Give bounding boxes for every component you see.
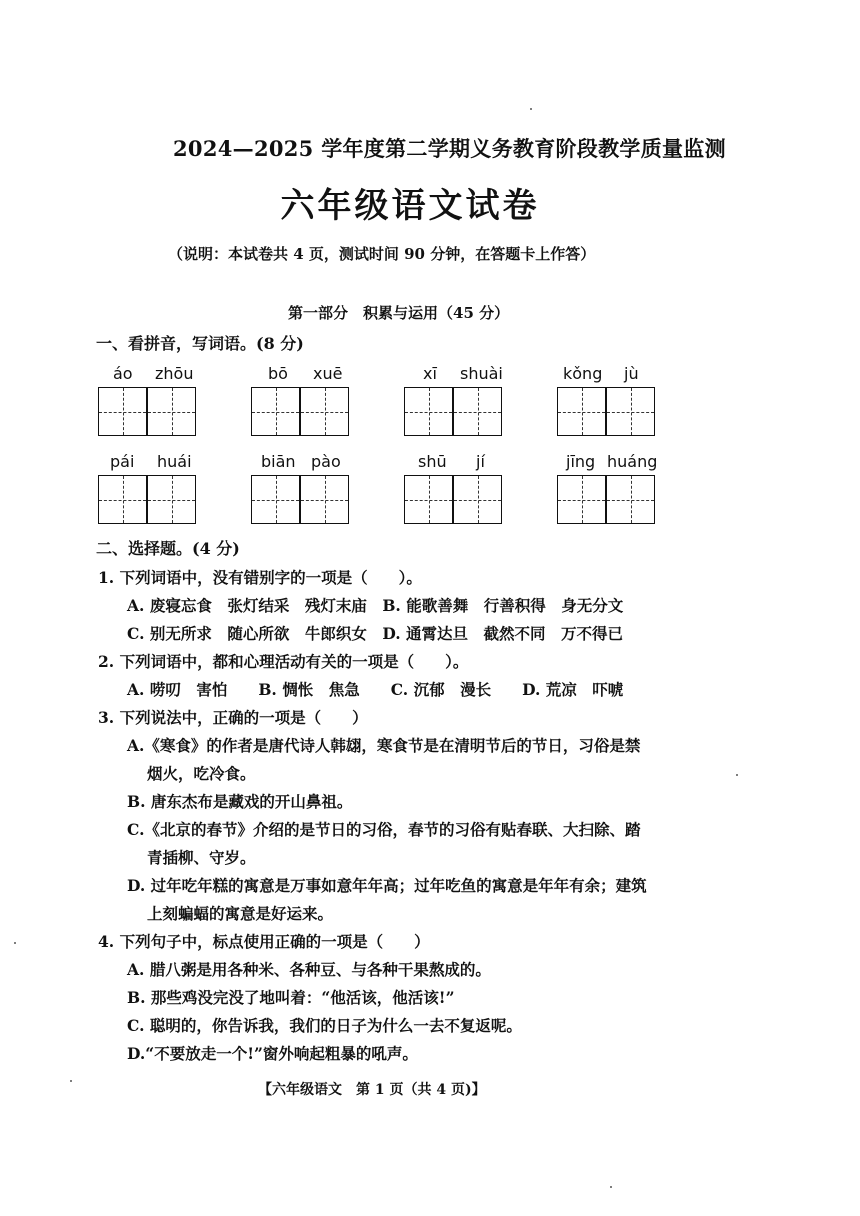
question-4-option-a: A. 腊八粥是用各种米、各种豆、与各种干果熬成的。: [127, 960, 491, 979]
pinyin-4b: jù: [624, 364, 639, 383]
question-3-line-4: C.《北京的春节》介绍的是节日的习俗，春节的习俗有贴春联、大扫除、踏: [127, 820, 641, 839]
answer-box[interactable]: [98, 475, 147, 524]
question-4-option-b: B. 那些鸡没完没了地叫着：“他活该，他活该!”: [127, 988, 455, 1007]
exam-header-line: 2024—2025 学年度第二学期义务教育阶段教学质量监测: [173, 136, 726, 161]
answer-box[interactable]: [300, 475, 349, 524]
pinyin-3b: shuài: [460, 364, 503, 383]
question-2-options: A. 唠叨 害怕 B. 惆怅 焦急 C. 沉郁 漫长 D. 荒凉 吓唬: [127, 680, 624, 699]
scan-speck: [610, 1186, 612, 1188]
question-1-stem: 1. 下列词语中，没有错别字的一项是（ ）。: [98, 568, 422, 587]
answer-box[interactable]: [404, 387, 453, 436]
answer-box[interactable]: [606, 387, 655, 436]
question-3-line-7: 上刻蝙蝠的寓意是好运来。: [147, 904, 334, 923]
pinyin-1a: áo: [113, 364, 133, 383]
question-3-stem: 3. 下列说法中，正确的一项是（ ）: [98, 708, 368, 727]
scan-speck: [530, 108, 532, 110]
answer-box[interactable]: [606, 475, 655, 524]
part-title: 第一部分 积累与运用（45 分）: [288, 304, 510, 322]
answer-box[interactable]: [453, 475, 502, 524]
pinyin-8b: huáng: [607, 452, 658, 471]
question-3-line-3: B. 唐东杰布是藏戏的开山鼻祖。: [127, 792, 353, 811]
question-1-line-1: A. 废寝忘食 张灯结采 残灯末庙 B. 能歌善舞 行善积得 身无分文: [127, 596, 624, 615]
answer-box[interactable]: [453, 387, 502, 436]
answer-box[interactable]: [147, 475, 196, 524]
answer-box[interactable]: [251, 387, 300, 436]
pinyin-6a: biān: [261, 452, 296, 471]
exam-note: （说明：本试卷共 4 页，测试时间 90 分钟，在答题卡上作答）: [168, 245, 596, 263]
exam-title: 六年级语文试卷: [280, 186, 540, 226]
scan-speck: [70, 1080, 72, 1082]
pinyin-2b: xuē: [313, 364, 343, 383]
answer-box[interactable]: [147, 387, 196, 436]
question-4-stem: 4. 下列句子中，标点使用正确的一项是（ ）: [98, 932, 430, 951]
scan-speck: [736, 774, 738, 776]
pinyin-8a: jīng: [566, 452, 596, 471]
answer-box[interactable]: [251, 475, 300, 524]
question-4-option-d: D.“不要放走一个!”窗外响起粗暴的吼声。: [127, 1044, 418, 1063]
question-3-line-6: D. 过年吃年糕的寓意是万事如意年年高；过年吃鱼的寓意是年年有余；建筑: [127, 876, 647, 895]
answer-box[interactable]: [557, 387, 606, 436]
page-footer: 【六年级语文 第 1 页（共 4 页)】: [258, 1082, 486, 1098]
scan-speck: [14, 942, 16, 944]
question-1-line-2: C. 别无所求 随心所欲 牛郎织女 D. 通霄达旦 截然不同 万不得已: [127, 624, 624, 643]
answer-box[interactable]: [98, 387, 147, 436]
question-3-line-1: A.《寒食》的作者是唐代诗人韩翃，寒食节是在清明节后的节日，习俗是禁: [127, 736, 641, 755]
pinyin-5a: pái: [110, 452, 135, 471]
pinyin-7a: shū: [418, 452, 447, 471]
pinyin-3a: xī: [423, 364, 437, 383]
pinyin-4a: kǒng: [563, 364, 603, 383]
pinyin-2a: bō: [268, 364, 288, 383]
pinyin-6b: pào: [311, 452, 341, 471]
pinyin-1b: zhōu: [155, 364, 194, 383]
question-3-line-2: 烟火，吃冷食。: [147, 764, 256, 783]
answer-box[interactable]: [404, 475, 453, 524]
section1-title: 一、看拼音，写词语。(8 分): [96, 334, 304, 353]
pinyin-7b: jí: [476, 452, 485, 471]
answer-box[interactable]: [300, 387, 349, 436]
section2-title: 二、选择题。(4 分): [96, 539, 240, 558]
question-4-option-c: C. 聪明的，你告诉我，我们的日子为什么一去不复返呢。: [127, 1016, 522, 1035]
pinyin-5b: huái: [157, 452, 192, 471]
answer-box[interactable]: [557, 475, 606, 524]
question-2-stem: 2. 下列词语中，都和心理活动有关的一项是（ ）。: [98, 652, 469, 671]
question-3-line-5: 青插柳、守岁。: [147, 848, 256, 867]
